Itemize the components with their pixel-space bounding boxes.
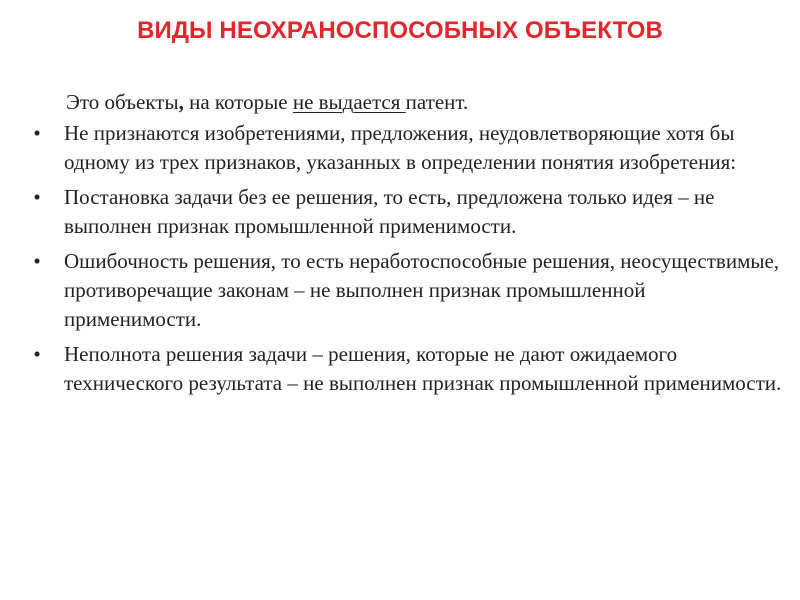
bullet-icon: • <box>33 121 41 145</box>
list-item <box>28 340 788 398</box>
intro-paragraph <box>28 88 788 117</box>
bullet-icon: • <box>33 185 41 209</box>
slide-title: ВИДЫ НЕОХРАНОСПОСОБНЫХ ОБЪЕКТОВ <box>137 17 663 44</box>
intro-text-middle: на которые <box>183 90 293 114</box>
bullet-icon: • <box>33 249 41 273</box>
slide-body <box>28 88 788 404</box>
bullet-icon: • <box>33 342 41 366</box>
list-item <box>28 183 788 241</box>
list-item-text: Неполнота решения задачи – решения, которые не дают ожидаемого технического результата – не выполнен признак промышленной применимости. <box>64 342 782 395</box>
intro-text-start: Это объекты <box>66 90 179 114</box>
list-item-text: Постановка задачи без ее решения, то есть, предложена только идея – не выполнен признак промышленной применимости. <box>64 185 715 238</box>
list-item <box>28 247 788 334</box>
list-item-text: Не признаются изобретениями, предложения, неудовлетворяющие хотя бы одному из трех признаков, указанных в определении понятия изобретения: <box>64 121 737 174</box>
list-item <box>28 119 788 177</box>
list-item-text: Ошибочность решения, то есть неработоспособные решения, неосуществимые, противоречащие законам – не выполнен признак промышленной применимости. <box>64 249 780 331</box>
bullet-list <box>28 119 788 398</box>
intro-underlined-text: не выдается <box>292 90 406 114</box>
intro-text-end: патент. <box>405 90 469 114</box>
intro-comma: , <box>178 90 184 114</box>
